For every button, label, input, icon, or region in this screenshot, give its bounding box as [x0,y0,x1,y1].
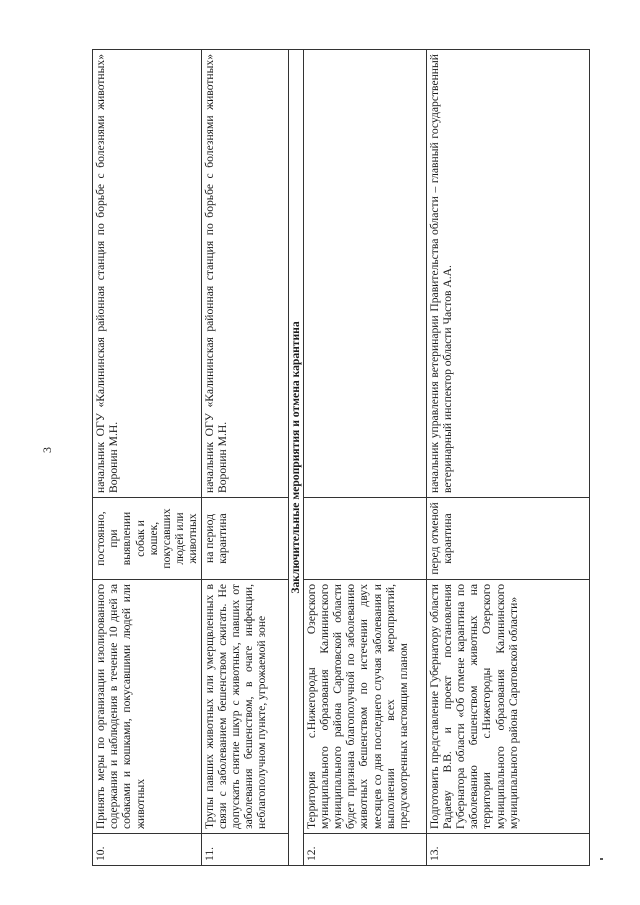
action-cell: Принять меры по организации изолированного содержания и наблюдения в течение 10 дней за собаками и кошками, покусавшими людей или животных [93,580,202,834]
page-number: 3 [40,447,54,453]
term-cell [303,498,426,580]
table-row [201,50,288,866]
responsible-cell: начальник ОГУ «Калининская районная станция по борьбе с болезнями животных» Воронин М.Н. [93,50,202,498]
responsible-cell [303,50,426,498]
table-row [303,50,426,866]
action-cell: Подготовить представление Губернатору области Радаеву В.В. и проект постановления Губернатора области «Об отмене карантина по заболеванию бешенством животных на территории с.Нижегороды Озерского муниципального образования Калининского муниципального района Саратовской области» [426,580,589,834]
measures-table [92,49,590,866]
row-number: 12. [303,834,426,866]
scan-speck [600,858,603,860]
term-cell: на период карантина [201,498,288,580]
table-row [93,50,202,866]
rotated-table-wrapper [92,50,586,866]
row-number: 10. [93,834,202,866]
term-cell: перед отменой карантина [426,498,589,580]
action-cell: Территория с.Нижегороды Озерского муниципального образования Калининского муниципального района Саратовской области будет признана благополучной по заболеванию животных бешенством по истечении двух месяцев со дня последнего случая заболевания и выполнении всех мероприятий, предусмотренных настоящим планом [303,580,426,834]
responsible-cell: начальник управления ветеринарии Правительства области – главный государственный ветеринарный инспектор области Частов А.А. [426,50,589,498]
section-row [288,50,303,866]
row-number: 13. [426,834,589,866]
action-cell: Трупы павших животных или умерщвленных в связи с заболеванием бешенством сжигать. Не допускать снятие шкур с животных, павших от заболевания бешенством, в очаге инфекции, неблагополучном пункте, угрожаемой зоне [201,580,288,834]
responsible-cell: начальник ОГУ «Калининская районная станция по борьбе с болезнями животных» Воронин М.Н. [201,50,288,498]
term-cell: постоянно, при выявлении собак и кошек, покусавших людей или животных [93,498,202,580]
table-row [426,50,589,866]
row-number: 11. [201,834,288,866]
section-title: Заключительные мероприятия и отмена карантина [288,50,303,866]
